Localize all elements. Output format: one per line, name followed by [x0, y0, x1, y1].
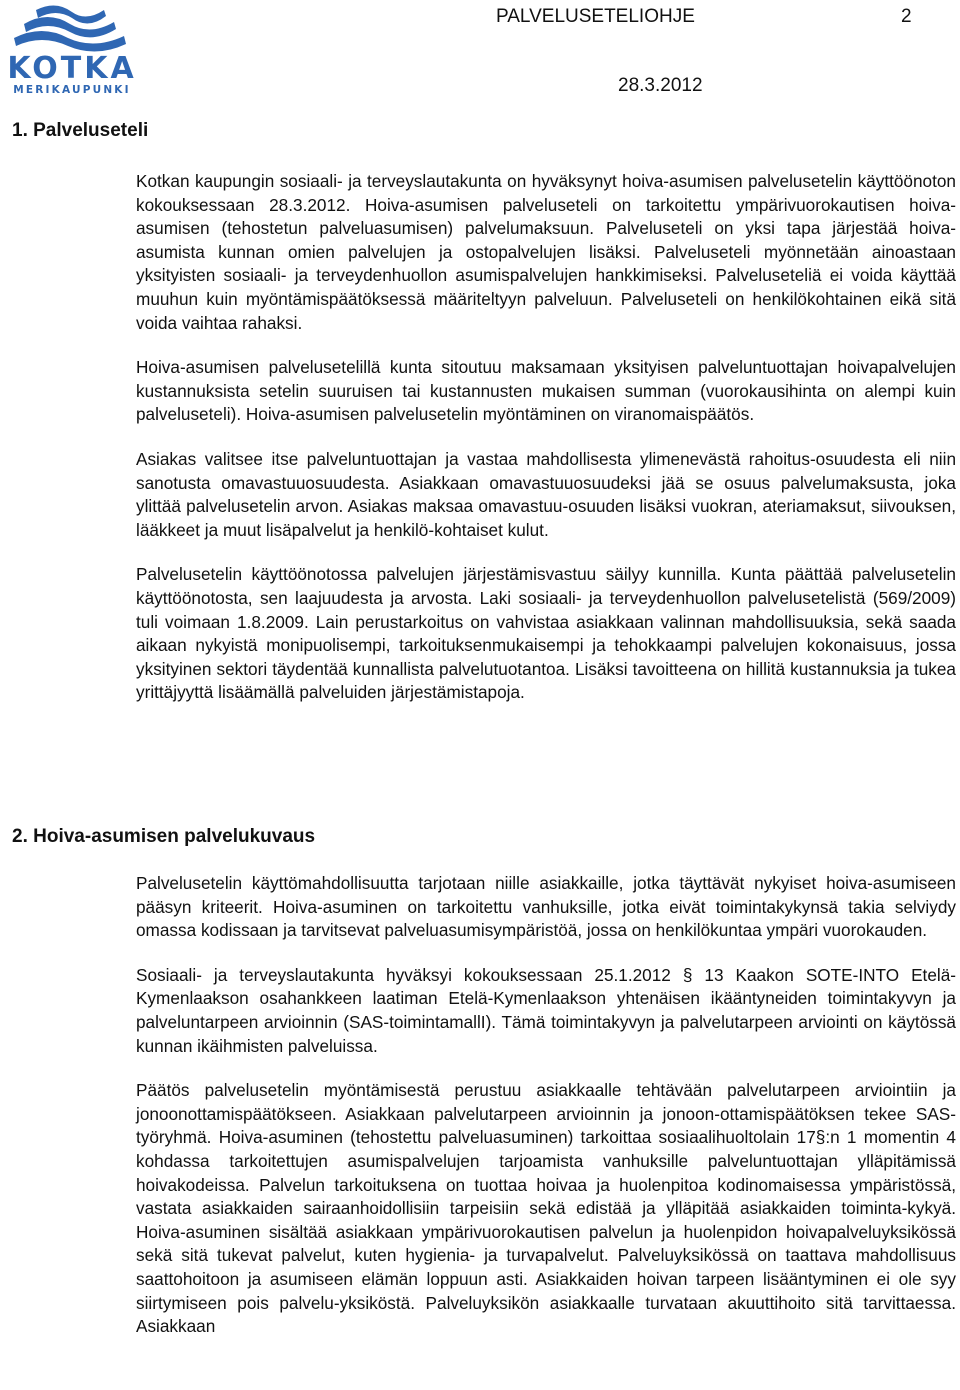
- logo-subtitle: MERIKAUPUNKI: [13, 84, 131, 96]
- kotka-logo: [6, 4, 138, 96]
- page-number: 2: [901, 6, 912, 27]
- paragraph: Kotkan kaupungin sosiaali- ja terveyslautakunta on hyväksynyt hoiva-asumisen palvelusetelin käyttöönoton kokouksessaan 28.3.2012. Hoiva-asumisen palveluseteli on tarkoitettu ympärivuorokautisen hoiva-asumisen (tehostetun palveluasumisen) palvelumaksuun. Palveluseteli on yksi tapa järjestää hoiva-asumista kunnan omien palvelujen ja ostopalvelujen lisäksi. Palveluseteli myönnetään ainoastaan yksityisten sosiaali- ja terveydenhuollon asumispalvelujen hankkimiseksi. Palveluseteliä ei voida käyttää muuhun kuin myöntämispäätöksessä määriteltyyn palveluun. Palveluseteli on henkilökohtainen eikä sitä voida vaihtaa rahaksi.: [136, 171, 956, 333]
- section-heading-1: 1. Palveluseteli: [12, 120, 149, 141]
- paragraph: Hoiva-asumisen palvelusetelillä kunta sitoutuu maksamaan yksityisen palveluntuottajan hoivapalvelujen kustannuksista setelin suuruisen tai kustannusten mukaisen summan (vuorokausihinta on alempi kuin palveluseteli). Hoiva-asumisen palvelusetelin myöntäminen on viranomaispäätös.: [136, 357, 956, 425]
- paragraph: Päätös palvelusetelin myöntämisestä perustuu asiakkaalle tehtävään palvelutarpeen arviointiin ja jonoonottamispäätökseen. Asiakkaan palvelutarpeen arvioinnin ja jonoon-ottamispäätöksen tekee SAS-työryhmä. Hoiva-asuminen (tehostettu palveluasuminen) tarkoittaa sosiaalihuoltolain 17§:n 1 momentin 4 kohdassa tarkoitettujen asumispalvelujen tarjoamista vanhuksille palveluntuottajan ylläpitämissä hoivakodeissa. Palvelun tarkoituksena on tuottaa hoivaa ja huolenpitoa kodinomaisessa ympäristössä, vastata asiakkaiden sairaanhoidollisiin tarpeisiin sekä edistää ja ylläpitää asiakkaiden toiminta-kykyä. Hoiva-asuminen sisältää asiakkaan ympärivuorokautisen palvelun ja huolenpidon hoivapalveluyksikössä sekä sitä tukevat palvelut, kuten hygienia- ja turvapalvelut. Palveluyksikössä on taattava mahdollisuus saattohoitoon ja asumiseen elämän loppuun asti. Asiakkaiden hoivan tarpeen lisääntyminen ei ole syy siirtymiseen pois palvelu-yksiköstä. Palveluyksikön asiakkaalle turvataan akuuttihoito sitä tarvittaessa. Asiakkaan: [136, 1080, 956, 1337]
- document-date: 28.3.2012: [618, 75, 703, 96]
- section-1-body: [136, 170, 956, 705]
- section-2-body: [136, 872, 956, 1339]
- paragraph: Palvelusetelin käyttöönotossa palvelujen järjestämisvastuu säilyy kunnilla. Kunta päättää palvelusetelin käyttöönotosta, sen laajuudesta ja arvosta. Laki sosiaali- ja terveydenhuollon palvelusetelistä (569/2009) tuli voimaan 1.8.2009. Lain perustarkoitus on vahvistaa asiakkaan valinnan mahdollisuuksia, sekä saada aikaan nykyistä monipuolisempi, tarkoituksenmukaisempi ja tehokkaampi palvelujen kokonaisuus, jossa yksityinen sektori täydentää kunnallista palvelutuotantoa. Lisäksi tavoitteena on hillitä kustannuksia ja tukea yrittäjyyttä lisäämällä palveluiden järjestämistapoja.: [136, 564, 956, 703]
- document-title: PALVELUSETELIOHJE: [496, 6, 695, 27]
- logo-wordmark: KOTKA: [7, 51, 137, 86]
- paragraph: Palvelusetelin käyttömahdollisuutta tarjotaan niille asiakkaille, jotka täyttävät nykyiset hoiva-asumiseen pääsyn kriteerit. Hoiva-asuminen on tarkoitettu vanhuksille, jotka eivät toimintakykynsä takia selviydy omassa kodissaan ja tarvitsevat palveluasumisympäristöä, jossa on henkilökuntaa ympäri vuorokauden.: [136, 873, 956, 941]
- section-heading-2: 2. Hoiva-asumisen palvelukuvaus: [12, 826, 316, 847]
- paragraph: Sosiaali- ja terveyslautakunta hyväksyi kokouksessaan 25.1.2012 § 13 Kaakon SOTE-INTO Etelä-Kymenlaakson osahankkeen laatiman Etelä-Kymenlaakson yhtenäisen ikääntyneiden toimintakyvyn ja palveluntarpeen arvioinnin (SAS-toimintamallI). Tämä toimintakyvyn ja palvelutarpeen arviointi on käytössä kunnan ikäihmisten palveluissa.: [136, 964, 956, 1056]
- paragraph: Asiakas valitsee itse palveluntuottajan ja vastaa mahdollisesta ylimenevästä rahoitus-osuudesta eli niin sanotusta omavastuuosuudesta. Asiakkaan omavastuuosuudeksi jää se osuus palvelumaksusta, joka ylittää palvelusetelin arvon. Asiakas maksaa omavastuu-osuuden lisäksi vuokran, ateriamaksut, siivouksen, lääkkeet ja muut lisäpalvelut ja henkilö-kohtaiset kulut.: [136, 448, 956, 540]
- waves-icon: [6, 4, 138, 54]
